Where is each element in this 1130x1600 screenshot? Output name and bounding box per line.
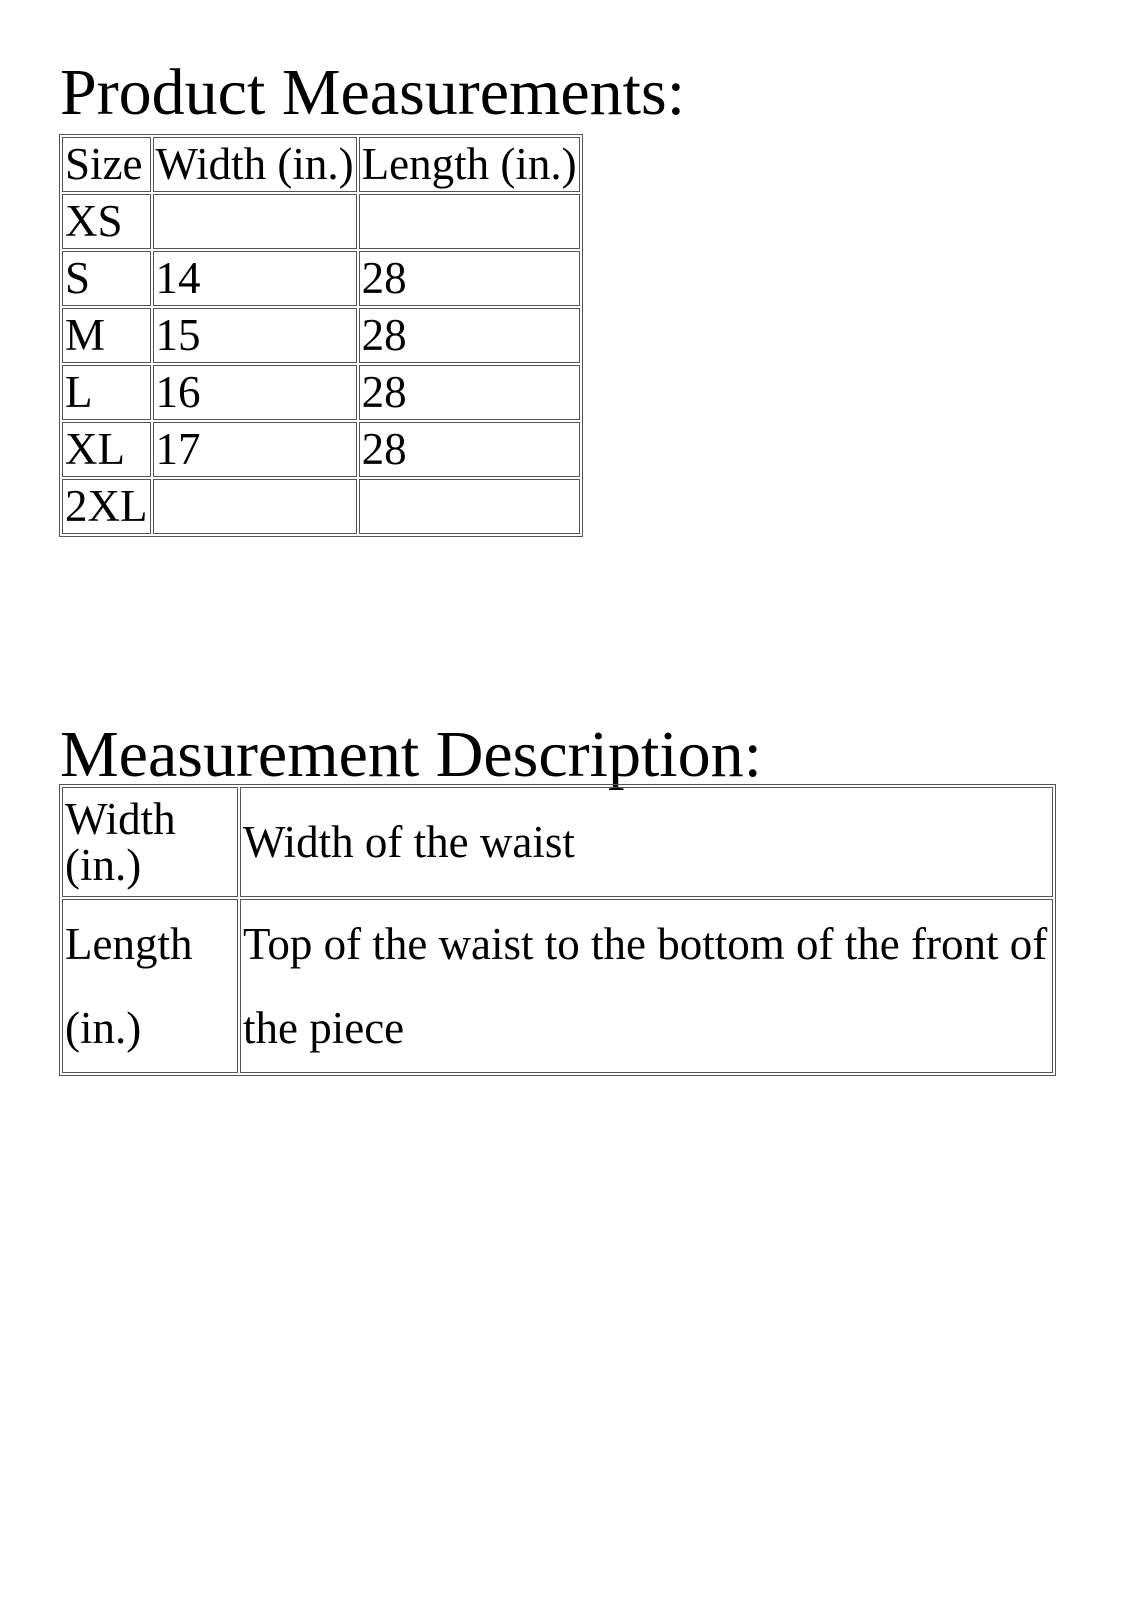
table-header-row [62, 137, 580, 192]
length-cell: 28 [359, 422, 580, 477]
size-cell: XS [62, 194, 151, 249]
table-row [62, 479, 580, 534]
width-cell: 17 [153, 422, 357, 477]
width-cell: 16 [153, 365, 357, 420]
width-cell [153, 194, 357, 249]
term-cell: Length (in.) [62, 899, 238, 1073]
table-row [62, 251, 580, 306]
measurement-description-table [59, 784, 1056, 1076]
length-cell: 28 [359, 365, 580, 420]
product-measurements-table [59, 134, 583, 537]
table-row [62, 365, 580, 420]
measurement-description-heading: Measurement Description: [60, 718, 762, 791]
table-row [62, 899, 1053, 1073]
definition-cell: Top of the waist to the bottom of the front of the piece [240, 899, 1053, 1073]
term-cell: Width (in.) [62, 787, 238, 897]
table-row [62, 308, 580, 363]
width-cell: 15 [153, 308, 357, 363]
table-row [62, 787, 1053, 897]
table-row [62, 422, 580, 477]
definition-cell: Width of the waist [240, 787, 1053, 897]
column-header-width: Width (in.) [153, 137, 357, 192]
column-header-size: Size [62, 137, 151, 192]
width-cell [153, 479, 357, 534]
size-cell: 2XL [62, 479, 151, 534]
table-row [62, 194, 580, 249]
width-cell: 14 [153, 251, 357, 306]
product-measurements-heading: Product Measurements: [60, 56, 686, 129]
size-cell: M [62, 308, 151, 363]
length-cell: 28 [359, 308, 580, 363]
length-cell [359, 194, 580, 249]
length-cell [359, 479, 580, 534]
size-cell: S [62, 251, 151, 306]
column-header-length: Length (in.) [359, 137, 580, 192]
size-cell: XL [62, 422, 151, 477]
size-cell: L [62, 365, 151, 420]
length-cell: 28 [359, 251, 580, 306]
